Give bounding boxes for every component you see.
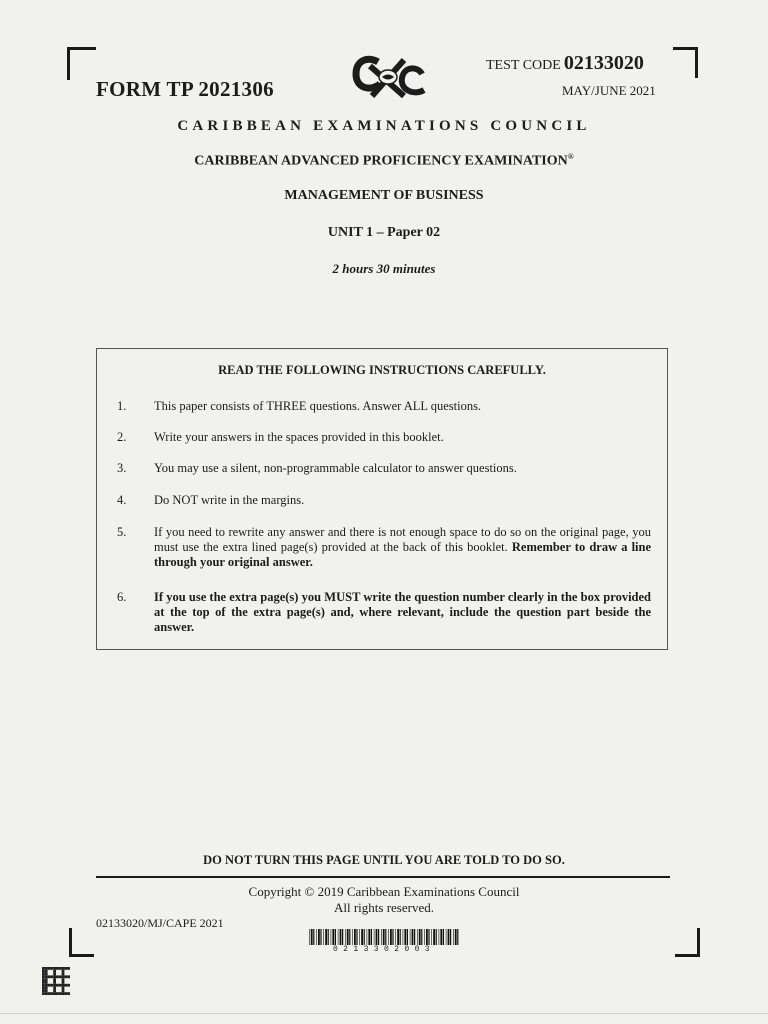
test-code xyxy=(486,52,644,75)
rights-text: All rights reserved. xyxy=(333,900,434,915)
crop-mark-top-right xyxy=(673,47,698,78)
instruction-number: 6. xyxy=(117,590,127,604)
qr-code-icon xyxy=(41,967,71,995)
crop-mark-top-left xyxy=(67,47,96,80)
instruction-number: 4. xyxy=(117,493,127,507)
instruction-text: This paper consists of THREE questions. Answer ALL questions. xyxy=(154,399,482,413)
instruction-text: Do NOT write in the margins. xyxy=(154,493,305,507)
exam-name xyxy=(0,152,768,170)
page-bottom-edge xyxy=(0,1013,768,1014)
footer-rule xyxy=(96,876,670,878)
instruction-text: You may use a silent, non-programmable calculator to answer questions. xyxy=(154,461,517,475)
form-code: FORM TP 2021306 xyxy=(96,77,274,101)
instruction-text-plain: If you need to rewrite any answer and there is not enough space to do so on the original page, you must use the extra lined page(s) provided at the back of this booklet. xyxy=(154,525,651,554)
exam-duration: 2 hours 30 minutes xyxy=(332,261,436,276)
cxc-logo-icon xyxy=(348,52,426,102)
barcode-icon xyxy=(309,929,459,945)
instructions-box xyxy=(96,348,668,650)
registered-mark: ® xyxy=(567,152,574,161)
test-code-number: 02133020 xyxy=(563,52,644,74)
instruction-number: 2. xyxy=(117,430,127,444)
copyright-text: Copyright © 2019 Caribbean Examinations Council xyxy=(248,884,520,899)
crop-mark-bottom-right xyxy=(675,928,700,957)
exam-name-text: CARIBBEAN ADVANCED PROFICIENCY EXAMINATION xyxy=(194,153,568,169)
unit-paper: UNIT 1 – Paper 02 xyxy=(327,225,441,240)
paper-code: 02133020/MJ/CAPE 2021 xyxy=(96,916,224,930)
instruction-text: Write your answers in the spaces provided in this booklet. xyxy=(154,430,444,444)
do-not-turn-warning: DO NOT TURN THIS PAGE UNTIL YOU ARE TOLD TO DO SO. xyxy=(203,853,565,867)
instruction-number: 1. xyxy=(117,399,127,413)
crop-mark-bottom-left xyxy=(69,928,94,957)
barcode-digits: 0213302003 xyxy=(332,945,435,954)
instruction-text: If you use the extra page(s) you MUST write the question number clearly in the box provided at the top of the extra page(s) and, where relevant, include the question part beside the answer. xyxy=(154,590,651,634)
instructions-heading: READ THE FOLLOWING INSTRUCTIONS CAREFULLY. xyxy=(218,363,546,377)
test-code-label: TEST CODE xyxy=(486,58,561,73)
subject-title: MANAGEMENT OF BUSINESS xyxy=(284,188,484,203)
instruction-number: 5. xyxy=(117,525,127,539)
council-name: CARIBBEAN EXAMINATIONS COUNCIL xyxy=(177,118,591,134)
instruction-text xyxy=(154,525,651,570)
instruction-number: 3. xyxy=(117,461,127,475)
exam-date: MAY/JUNE 2021 xyxy=(562,83,656,98)
instruction-text-emphasis: Remember to draw a line through your original answer. xyxy=(154,540,652,569)
copyright-notice xyxy=(0,884,768,916)
